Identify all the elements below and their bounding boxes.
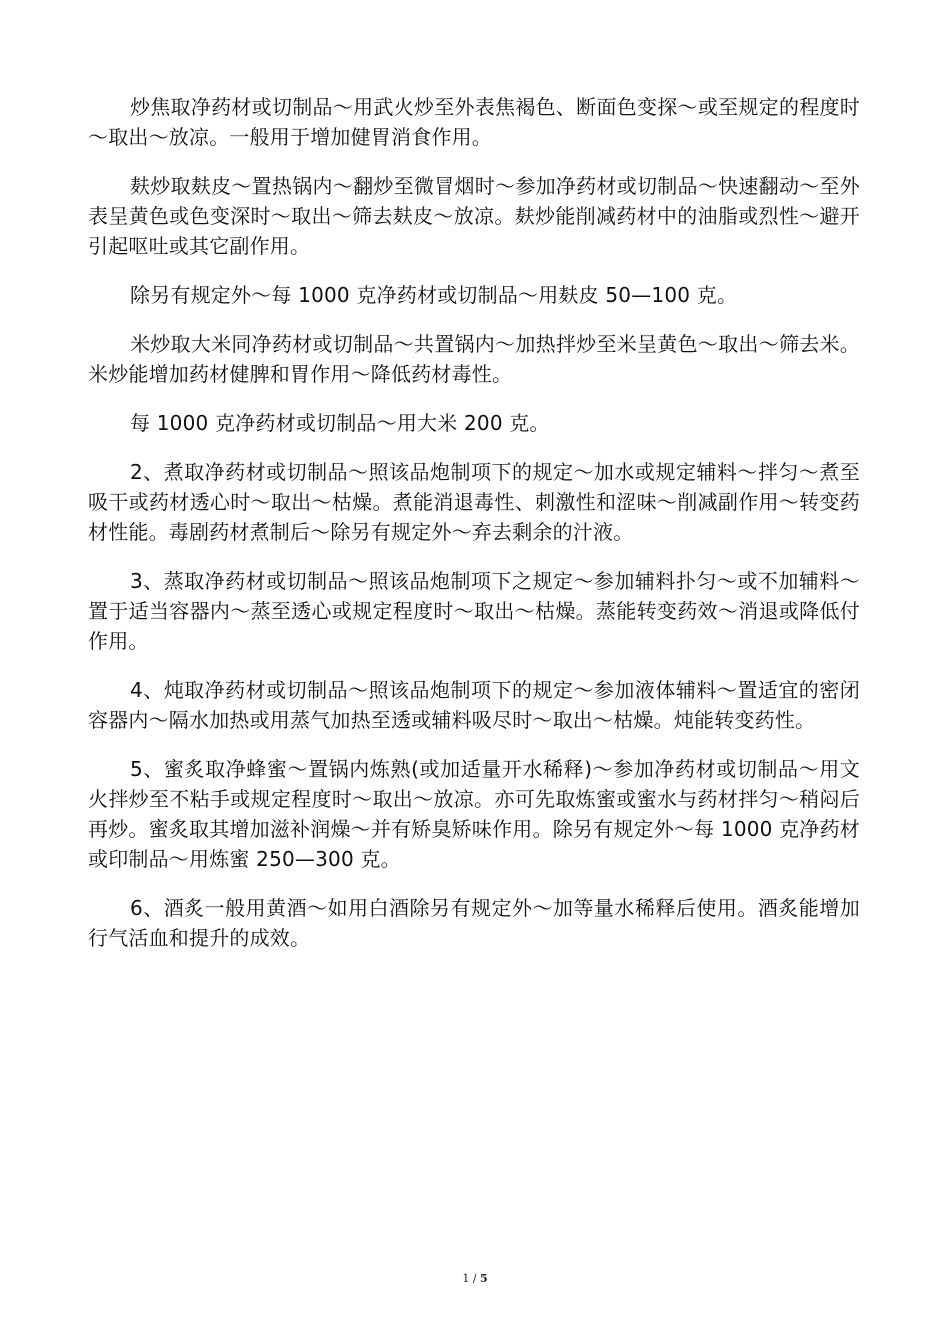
page-number [0, 1272, 950, 1285]
paragraph-fuchao-dosage: 除另有规定外～每 1000 克净药材或切制品～用麸皮 50—100 克。 [130, 283, 738, 307]
paragraph-jiuzhi: 6、酒炙一般用黄酒～如用白酒除另有规定外～加等量水稀释后使用。酒炙能增加行气活血和提升的成效。 [88, 896, 860, 950]
paragraph-fuchao: 麸炒取麸皮～置热锅内～翻炒至微冒烟时～参加净药材或切制品～快速翻动～至外表呈黄色或色变深时～取出～筛去麸皮～放凉。麸炒能削减药材中的油脂或烈性～避开引起呕吐或其它副作用。 [88, 174, 860, 258]
paragraph-chaojiao: 炒焦取净药材或切制品～用武火炒至外表焦褐色、断面色变探～或至规定的程度时～取出～放凉。一般用于增加健胃消食作用。 [88, 95, 860, 149]
paragraph-mizhi: 5、蜜炙取净蜂蜜～置锅内炼熟(或加适量开水稀释)～参加净药材或切制品～用文火拌炒至不粘手或规定程度时～取出～放凉。亦可先取炼蜜或蜜水与药材拌匀～稍闷后再炒。蜜炙取其增加滋补润燥～并有矫臭矫味作用。除另有规定外～每 1000 克净药材或印制品～用炼蜜 250—300 克。 [88, 757, 860, 871]
page-current: 1 [462, 1272, 470, 1285]
document-body [88, 92, 860, 972]
paragraph-dun: 4、炖取净药材或切制品～照该品炮制项下的规定～参加液体辅料～置适宜的密闭容器内～隔水加热或用蒸气加热至透或辅料吸尽时～取出～枯燥。炖能转变药性。 [88, 678, 860, 732]
paragraph-zheng: 3、蒸取净药材或切制品～照该品炮制项下之规定～参加辅料扑匀～或不加辅料～置于适当容器内～蒸至透心或规定程度时～取出～枯燥。蒸能转变药效～消退或降低付作用。 [88, 569, 860, 653]
paragraph-michao-dosage: 每 1000 克净药材或切制品～用大米 200 克。 [130, 411, 550, 435]
page-separator: / [469, 1272, 481, 1285]
page-total: 5 [480, 1272, 488, 1285]
paragraph-zhu: 2、煮取净药材或切制品～照该品炮制项下的规定～加水或规定辅料～拌匀～煮至吸干或药材透心时～取出～枯燥。煮能消退毒性、刺激性和涩味～削减副作用～转变药材性能。毒剧药材煮制后～除另有规定外～弃去剩余的汁液。 [88, 460, 860, 544]
paragraph-michao: 米炒取大米同净药材或切制品～共置锅内～加热拌炒至米呈黄色～取出～筛去米。米炒能增加药材健脾和胃作用～降低药材毒性。 [88, 332, 860, 386]
